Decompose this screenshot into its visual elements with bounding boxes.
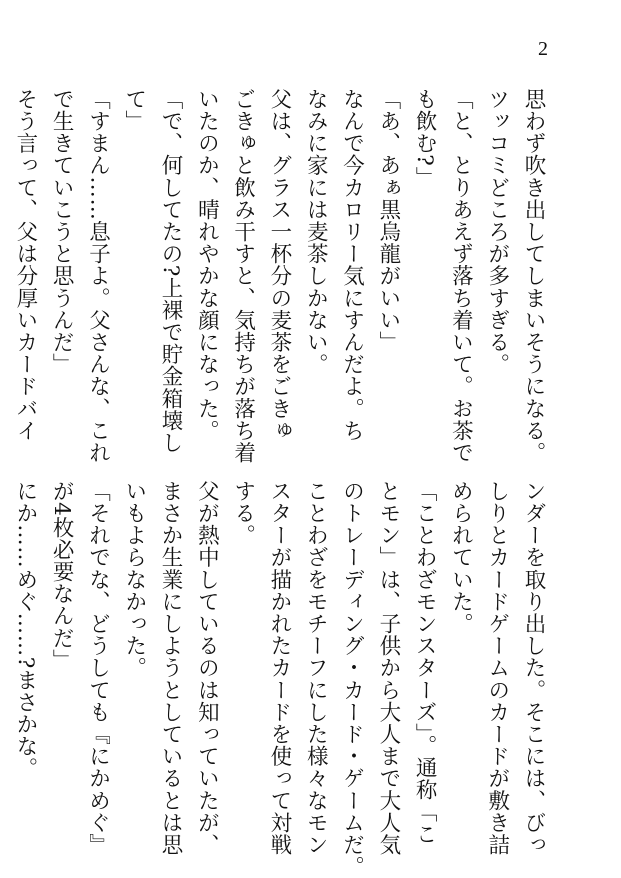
text-column: も飲む?」 (412, 88, 438, 189)
page-number: 2 (538, 38, 548, 60)
text-column: ごきゅと飲み干すと、気持ちが落ち着 (230, 88, 256, 464)
text-column: 父は、グラス一杯分の麦茶をごきゅ (266, 88, 292, 442)
text-column: いたのか、晴れやかな顔になった。 (194, 88, 220, 442)
text-column: 「と、とりあえず落ち着いて。お茶で (448, 88, 474, 464)
text-column: のトレーディング・カード・ゲームだ。 (339, 480, 365, 878)
text-column: ンダーを取り出した。そこには、びっ (521, 480, 546, 856)
text-column: する。 (230, 480, 256, 547)
text-column: められていた。 (448, 480, 474, 635)
text-column: が4枚必要なんだ」 (49, 480, 75, 672)
text-column: 「で、何してたの?上裸で貯金箱壊し (158, 88, 184, 454)
text-column: なみに家には麦茶しかない。 (303, 88, 329, 376)
text-column: 「それでな、どうしても『にかめぐ』 (85, 480, 111, 856)
text-column: にか……めぐ……?まさかな。 (12, 480, 38, 780)
text-column: ツッコミどころが多すぎる。 (484, 88, 510, 376)
text-column: スターが描かれたカードを使って対戦 (266, 480, 292, 856)
text-column: まさか生業にしようとしているとは思 (158, 480, 184, 856)
lower-text-block (7, 480, 551, 878)
text-column: いもよらなかった。 (121, 480, 147, 679)
text-column: 「すまん……息子よ。父さんな、これ (85, 88, 111, 464)
text-column: で生きていこうと思うんだ」 (49, 88, 75, 376)
text-column: 「あ、あぁ黒烏龍がいい」 (375, 88, 401, 354)
text-column: 父が熱中しているのは知っていたが、 (194, 480, 220, 856)
text-column: しりとカードゲームのカードが敷き詰 (484, 480, 510, 856)
text-column: 思わず吹き出してしまいそうになる。 (521, 88, 546, 464)
text-column: 「ことわざモンスターズ」。通称「こ (412, 480, 438, 845)
text-column: ことわざをモチーフにした様々なモン (303, 480, 329, 856)
text-column: とモン」は、子供から大人まで大人気 (375, 480, 401, 856)
text-column: そう言って、父は分厚いカードバイ (12, 88, 38, 442)
upper-text-block (7, 88, 551, 464)
text-column: て」 (121, 88, 147, 133)
text-column: なんで今カロリー気にすんだよ。ち (339, 88, 365, 442)
